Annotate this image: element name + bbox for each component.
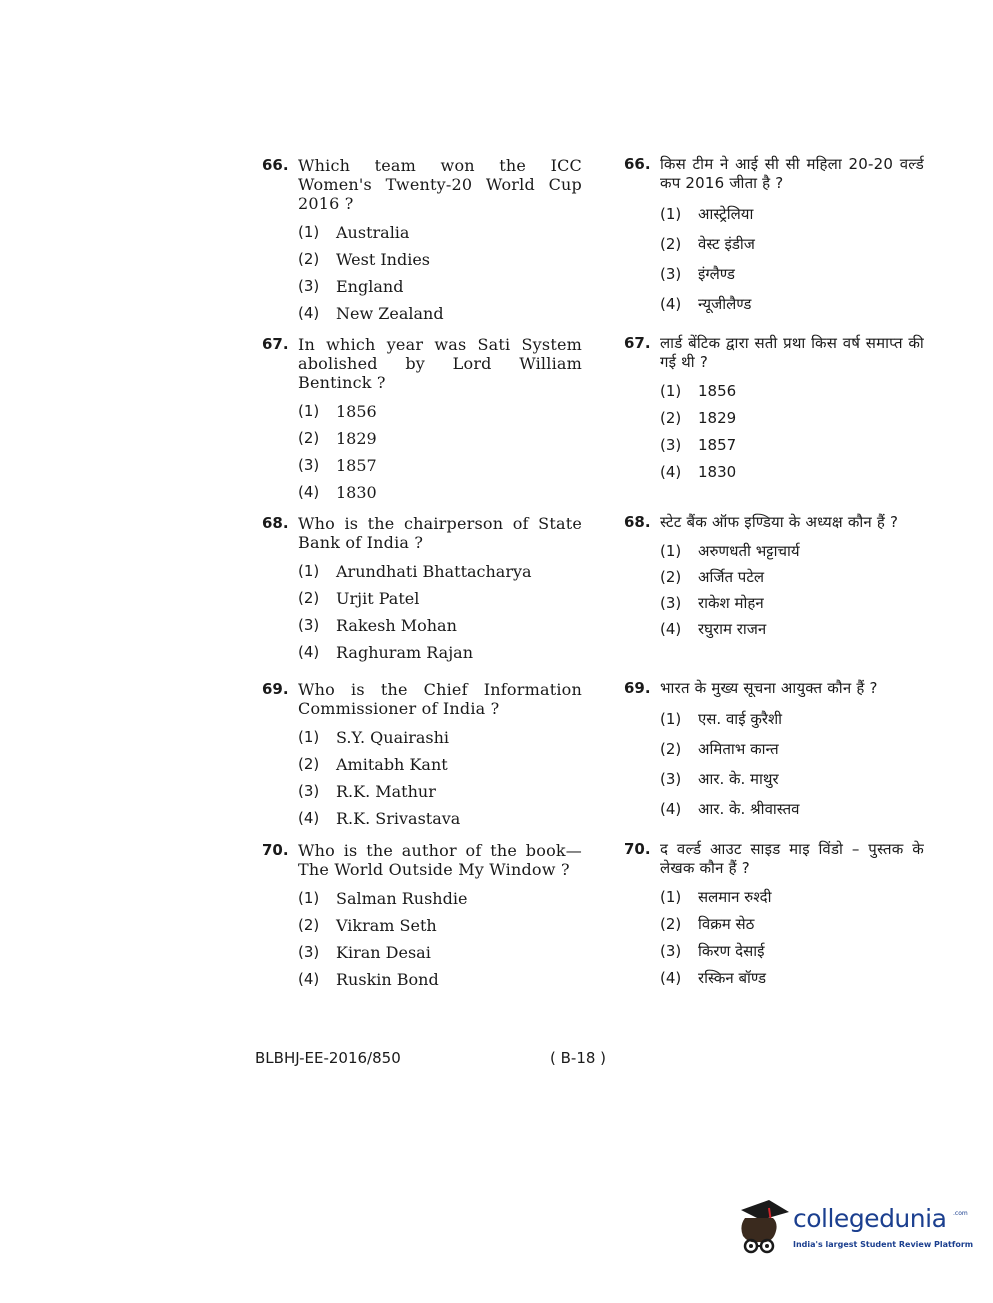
option [298,300,582,327]
option-number: (4) [298,304,320,322]
option-number: (3) [660,770,682,788]
option-text: 1829 [698,409,737,427]
option-text: Amitabh Kant [336,755,448,774]
page-number: ( B-18 ) [550,1049,607,1067]
option-text: R.K. Mathur [336,782,436,801]
option-text: आस्ट्रेलिया [698,205,754,223]
option [660,564,924,590]
option [660,405,924,432]
option [298,612,582,639]
option [298,219,582,246]
option-number: (2) [660,235,682,253]
question-70-hi [624,840,924,992]
question-text: In which year was Sati System abolished by Lord William Bentinck ? [298,335,582,392]
option-text: सलमान रुश्दी [698,888,772,906]
option-number: (3) [660,436,682,454]
option [298,273,582,300]
option-text: Raghuram Rajan [336,643,474,662]
option-text: Arundhati Bhattacharya [336,562,532,581]
option [298,558,582,585]
option [660,259,924,289]
question-number: 69. [262,680,289,698]
option-number: (1) [298,223,320,241]
option-text: West Indies [336,250,430,269]
option-number: (4) [298,643,320,661]
question-text: लार्ड बेंटिक द्वारा सती प्रथा किस वर्ष समाप्त की गई थी ? [660,334,924,371]
question-text: Who is the author of the book— The World Outside My Window ? [298,841,582,879]
option-text: वेस्ट इंडीज [698,235,755,253]
question-67-hi [624,334,924,486]
option-text: Urjit Patel [336,589,420,608]
option [660,616,924,642]
option-number: (2) [298,755,320,773]
option-text: 1856 [698,382,737,400]
option [660,229,924,259]
collegedunia-logo[interactable] [735,1196,974,1258]
option-number: (3) [298,616,320,634]
option-number: (1) [660,205,682,223]
option [298,246,582,273]
option [660,378,924,405]
option-number: (4) [298,970,320,988]
question-69-hi [624,679,924,824]
option-number: (1) [298,889,320,907]
option-text: अरुणधती भट्टाचार्य [698,542,800,560]
option-text: रस्किन बॉण्ड [698,969,767,987]
option-text: Australia [336,223,410,242]
option [660,965,924,992]
option [660,884,924,911]
option-text: Salman Rushdie [336,889,468,908]
question-number: 70. [624,840,651,858]
option-text: Vikram Seth [336,916,437,935]
question-number: 67. [624,334,651,352]
question-number: 70. [262,841,289,859]
option [660,764,924,794]
option-number: (1) [298,728,320,746]
option-text: 1856 [336,402,377,421]
option-text: किरण देसाई [698,942,765,960]
option [298,885,582,912]
option-text: R.K. Srivastava [336,809,461,828]
option-number: (3) [298,943,320,961]
option [298,639,582,666]
option-number: (1) [298,402,320,420]
question-text: Who is the Chief Information Commissioner of India ? [298,680,582,718]
option-text: आर. के. माथुर [698,770,779,788]
option [298,912,582,939]
option [660,538,924,564]
question-number: 66. [262,156,289,174]
option-text: न्यूजीलैण्ड [698,295,752,313]
option-number: (3) [660,594,682,612]
option-text: आर. के. श्रीवास्तव [698,800,800,818]
option-text: रघुराम राजन [698,620,767,638]
option-number: (2) [660,409,682,427]
option-text: विक्रम सेठ [698,915,755,933]
option-number: (1) [660,710,682,728]
option-text: अमिताभ कान्त [698,740,779,758]
option-text: 1829 [336,429,377,448]
option-text: एस. वाई कुरैशी [698,710,783,728]
option [660,794,924,824]
option [298,452,582,479]
question-66-en [262,156,582,327]
option-text: Kiran Desai [336,943,431,962]
option-number: (1) [660,542,682,560]
option-number: (4) [660,620,682,638]
question-number: 69. [624,679,651,697]
option-number: (3) [298,456,320,474]
option [660,911,924,938]
option [298,966,582,993]
option [660,199,924,229]
question-number: 68. [262,514,289,532]
option-text: 1857 [336,456,377,475]
question-number: 66. [624,155,651,173]
option-text: S.Y. Quairashi [336,728,450,747]
question-text: किस टीम ने आई सी सी महिला 20-20 वर्ल्ड कप 2016 जीता है ? [660,155,924,192]
option [660,938,924,965]
option-number: (3) [298,277,320,295]
option-text: राकेश मोहन [698,594,764,612]
option-number: (3) [660,942,682,960]
option [298,585,582,612]
question-68-en [262,514,582,666]
option-number: (2) [660,915,682,933]
logo-wordmark: collegedunia [793,1204,947,1233]
option-number: (4) [298,809,320,827]
question-text: Which team won the ICC Women's Twenty-20 World Cup 2016 ? [298,156,582,213]
option-text: Rakesh Mohan [336,616,457,635]
option-text: New Zealand [336,304,444,323]
option [298,425,582,452]
option-number: (2) [660,740,682,758]
option-number: (2) [298,589,320,607]
option-text: Ruskin Bond [336,970,439,989]
option [660,704,924,734]
option-number: (4) [660,463,682,481]
option [660,734,924,764]
question-70-en [262,841,582,993]
paper-code: BLBHJ-EE-2016/850 [255,1049,401,1067]
option-number: (1) [660,382,682,400]
option-number: (3) [298,782,320,800]
question-67-en [262,335,582,506]
option-text: England [336,277,404,296]
option-number: (1) [660,888,682,906]
option-number: (4) [298,483,320,501]
option-text: 1830 [336,483,377,502]
question-text: द वर्ल्ड आउट साइड माइ विंडो – पुस्तक के लेखक कौन हैं ? [660,840,924,877]
mascot-icon [735,1196,793,1258]
option-number: (3) [660,265,682,283]
option [298,724,582,751]
option-number: (4) [660,295,682,313]
option [660,459,924,486]
logo-tagline: India's largest Student Review Platform [793,1240,974,1249]
option-number: (2) [660,568,682,586]
question-text: स्टेट बैंक ऑफ इण्डिया के अध्यक्ष कौन हैं ? [660,513,899,531]
option [298,751,582,778]
question-text: भारत के मुख्य सूचना आयुक्त कौन हैं ? [660,679,878,697]
option [298,398,582,425]
logo-suffix: .com [953,1210,968,1217]
option-text: 1857 [698,436,737,454]
option [298,939,582,966]
option-number: (4) [660,969,682,987]
option-text: 1830 [698,463,737,481]
option-number: (1) [298,562,320,580]
option-number: (2) [298,916,320,934]
question-number: 67. [262,335,289,353]
option [660,590,924,616]
question-text: Who is the chairperson of State Bank of India ? [298,514,582,552]
question-66-hi [624,155,924,319]
question-69-en [262,680,582,832]
option [660,432,924,459]
option-text: इंग्लैण्ड [698,265,735,283]
option-number: (2) [298,429,320,447]
option [298,778,582,805]
option [298,479,582,506]
option [298,805,582,832]
question-68-hi [624,513,924,642]
option-number: (2) [298,250,320,268]
question-number: 68. [624,513,651,531]
option-text: अर्जित पटेल [698,568,765,586]
option-number: (4) [660,800,682,818]
option [660,289,924,319]
